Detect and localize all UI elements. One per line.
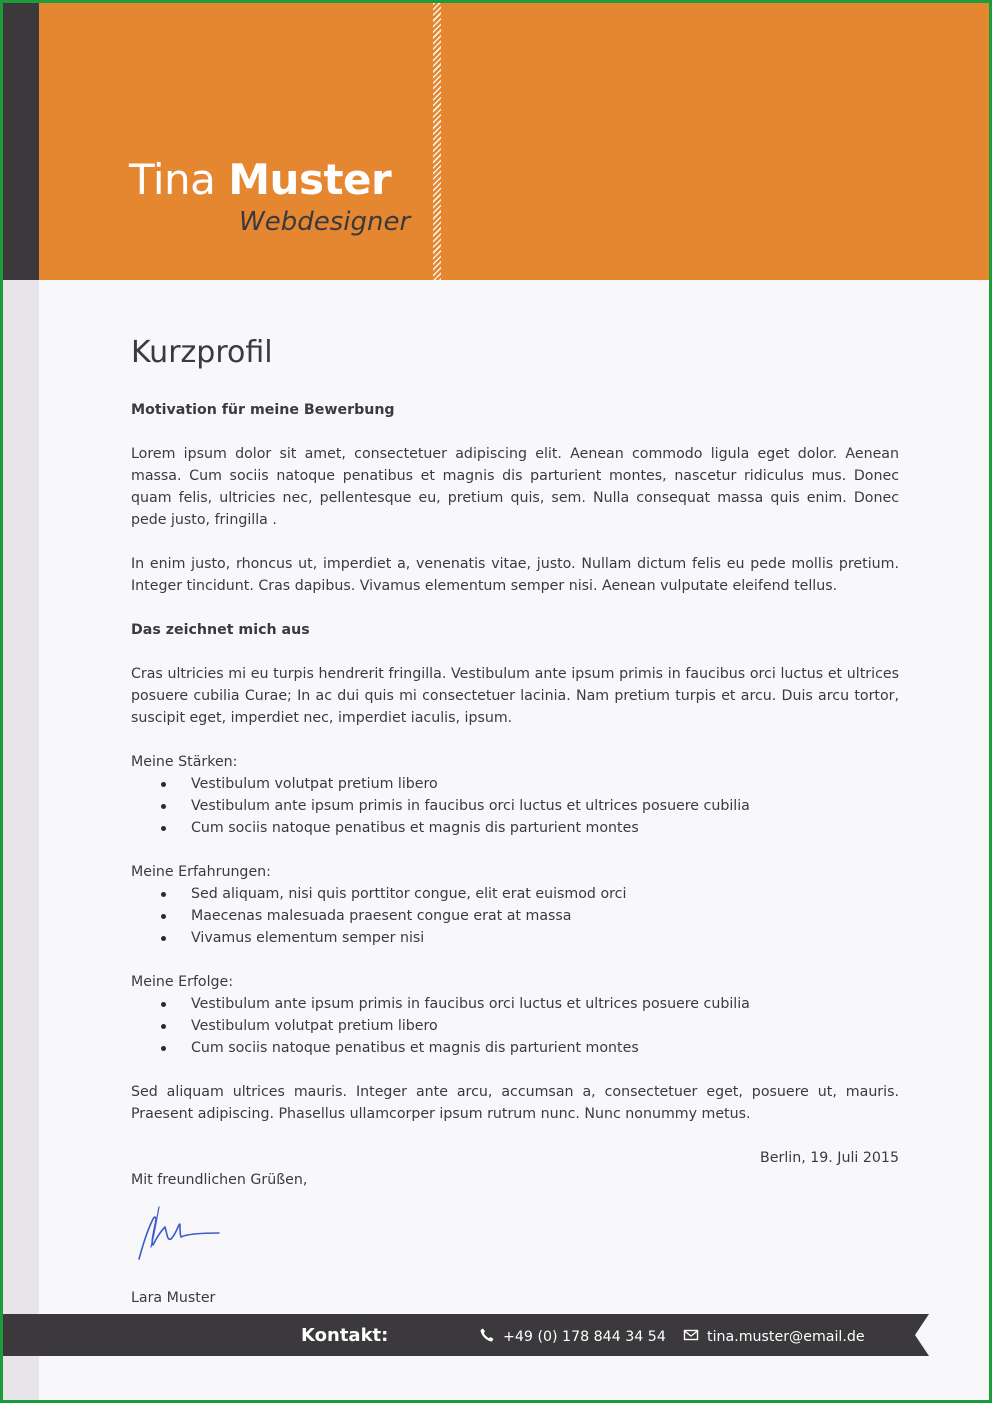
experience-list	[131, 883, 899, 949]
paragraph-4: Sed aliquam ultrices mauris. Integer ante arcu, accumsan a, consectetuer eget, posuere ut, mauris. Praesent adipiscing. Phasellus ullamcorper ipsum rutrum nunc. Nunc nonummy metus.	[131, 1084, 899, 1122]
list-item: Maecenas malesuada praesent congue erat at massa	[131, 905, 899, 927]
header-banner	[3, 3, 992, 280]
list-item: Cum sociis natoque penatibus et magnis dis parturient montes	[131, 817, 899, 839]
closing-line: Mit freundlichen Grüßen,	[131, 1172, 308, 1188]
strengths-label: Meine Stärken:	[131, 754, 238, 770]
phone-icon	[479, 1327, 495, 1347]
signer-name: Lara Muster	[131, 1290, 216, 1306]
signature-image	[131, 1197, 899, 1273]
email-address[interactable]: tina.muster@email.de	[707, 1329, 865, 1345]
contact-phone[interactable]	[479, 1327, 666, 1347]
paragraph-3: Cras ultricies mi eu turpis hendrerit fringilla. Vestibulum ante ipsum primis in faucibus orci luctus et ultrices posuere cubilia Curae; In ac dui quis mi consectetuer lacinia. Nam pretium turpis et arcu. Duis arcu tortor, suscipit eget, imperdiet nec, imperdiet iaculis, ipsum.	[131, 666, 899, 726]
person-name	[129, 155, 429, 204]
experience-label: Meine Erfahrungen:	[131, 864, 271, 880]
paragraph-1: Lorem ipsum dolor sit amet, consectetuer adipiscing elit. Aenean commodo ligula eget dolor. Aenean massa. Cum sociis natoque penatibus et magnis dis parturient montes, nascetur ridiculus mus. Donec quam felis, ultricies nec, pellentesque eu, pretium quis, sem. Nulla consequat massa quis enim. Donec pede justo, fringilla .	[131, 446, 899, 528]
list-item: Sed aliquam, nisi quis porttitor congue, elit erat euismod orci	[131, 883, 899, 905]
success-list	[131, 993, 899, 1059]
list-item: Vivamus elementum semper nisi	[131, 927, 899, 949]
header-divider-stripe	[433, 3, 441, 280]
list-item: Vestibulum volutpat pretium libero	[131, 773, 899, 795]
job-title: Webdesigner	[239, 207, 411, 237]
phone-number[interactable]: +49 (0) 178 844 34 54	[503, 1329, 666, 1345]
letter-date: Berlin, 19. Juli 2015	[760, 1150, 899, 1166]
success-label: Meine Erfolge:	[131, 974, 234, 990]
page-title: Kurzprofil	[131, 335, 273, 370]
distinguish-heading: Das zeichnet mich aus	[131, 622, 310, 638]
last-name: Muster	[228, 155, 392, 204]
list-item: Vestibulum ante ipsum primis in faucibus orci luctus et ultrices posuere cubilia	[131, 993, 899, 1015]
footer-ribbon-tip	[915, 1314, 929, 1356]
letter-body	[131, 333, 899, 1309]
first-name: Tina	[129, 155, 216, 204]
header-dark-strip	[3, 3, 39, 280]
contact-label: Kontakt:	[301, 1325, 389, 1346]
paragraph-2: In enim justo, rhoncus ut, imperdiet a, venenatis vitae, justo. Nullam dictum felis eu pede mollis pretium. Integer tincidunt. Cras dapibus. Vivamus elementum semper nisi. Aenean vulputate eleifend tellus.	[131, 556, 899, 594]
motivation-heading: Motivation für meine Bewerbung	[131, 402, 395, 418]
list-item: Vestibulum volutpat pretium libero	[131, 1015, 899, 1037]
contact-email[interactable]	[683, 1327, 865, 1347]
strengths-list	[131, 773, 899, 839]
list-item: Vestibulum ante ipsum primis in faucibus orci luctus et ultrices posuere cubilia	[131, 795, 899, 817]
list-item: Cum sociis natoque penatibus et magnis dis parturient montes	[131, 1037, 899, 1059]
envelope-icon	[683, 1327, 699, 1347]
left-side-strip	[3, 279, 39, 1403]
